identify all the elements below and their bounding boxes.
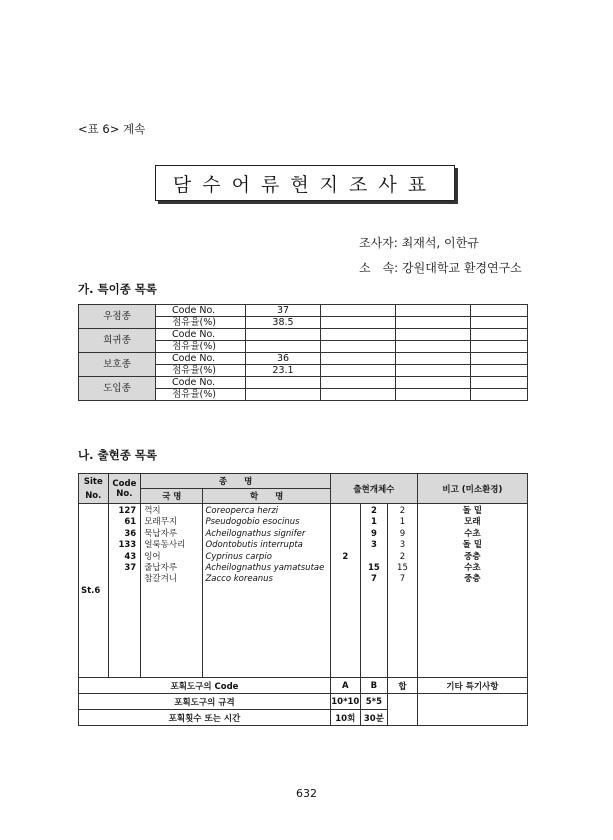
- species-sci-cell: Acheilognathus yamatsutae: [205, 562, 325, 573]
- species-b-cell: 15: [367, 562, 380, 573]
- species-code-cell: 37: [124, 562, 137, 573]
- gear-time-b: 30분: [360, 710, 388, 726]
- group-label: 보호종: [79, 353, 156, 377]
- code-label: Code No.: [156, 305, 246, 317]
- species-kname-cell: 줄납자루: [144, 562, 178, 573]
- gear-b: B: [360, 678, 388, 694]
- gear-spec-b: 5*5: [360, 694, 388, 710]
- occurrence-table: [78, 473, 528, 726]
- species-code-cell: 36: [124, 528, 137, 539]
- table-caption: <표 6> 계속: [78, 122, 146, 136]
- empty-cell: [396, 341, 471, 353]
- code-label: Code No.: [156, 353, 246, 365]
- empty-cell: [396, 365, 471, 377]
- group-label: 우점종: [79, 305, 156, 329]
- species-kname-cell: 묵납자루: [144, 528, 178, 539]
- species-code-cell: 43: [124, 551, 137, 562]
- empty-cell: [471, 353, 528, 365]
- code-value: 37: [246, 305, 321, 317]
- header-count: 출현개체수: [330, 474, 417, 504]
- empty-cell: [321, 365, 396, 377]
- gear-spec-label: 포획도구의 규격: [79, 694, 331, 710]
- species-kname-cell: 얼룩동사리: [144, 540, 186, 551]
- code-value: 36: [246, 353, 321, 365]
- ratio-label: 점유율(%): [156, 341, 246, 353]
- species-note-cell: 중층: [464, 574, 481, 585]
- species-b-cell: 1: [370, 517, 377, 528]
- special-species-table: [78, 304, 528, 401]
- species-a-cell: [331, 563, 360, 574]
- code-value: [246, 377, 321, 389]
- gear-code-label: 포획도구의 Code: [79, 678, 331, 694]
- header-site-no: Site No.: [79, 474, 109, 504]
- species-sci-cell: Odontobutis interrupta: [205, 540, 303, 551]
- species-kname-cell: 꺽지: [144, 506, 161, 516]
- species-a-cell: [331, 574, 360, 585]
- species-total-cell: 3: [399, 540, 406, 551]
- group-label: 도입종: [79, 377, 156, 401]
- page-title: 담수어류현지조사표: [155, 165, 455, 201]
- species-note-cell: 중층: [464, 551, 481, 562]
- empty-cell: [396, 389, 471, 401]
- empty-cell: [321, 305, 396, 317]
- species-code-cell: 133: [118, 540, 137, 551]
- ratio-value: [246, 341, 321, 353]
- empty-cell: [396, 377, 471, 389]
- gear-other-label: 기타 특기사항: [417, 678, 527, 694]
- species-b-cell: 9: [370, 528, 377, 539]
- species-b-cell: 2: [370, 506, 377, 516]
- species-note-cell: 모래: [464, 517, 481, 528]
- header-korean-name: 국 명: [141, 489, 203, 504]
- species-total-cell: 7: [399, 574, 406, 585]
- species-a-cell: [331, 529, 360, 540]
- empty-cell: [321, 353, 396, 365]
- empty-cell: [396, 353, 471, 365]
- ratio-value: [246, 389, 321, 401]
- species-sci-cell: Acheilognathus signifer: [205, 528, 306, 539]
- scientific-name-column: [203, 504, 331, 678]
- code-label: Code No.: [156, 377, 246, 389]
- note-column: [417, 504, 527, 678]
- empty-cell: [471, 365, 528, 377]
- species-total-cell: 2: [399, 551, 406, 562]
- korean-name-column: [141, 504, 203, 678]
- species-a-cell: 2: [342, 551, 349, 562]
- species-total-cell: 1: [399, 517, 406, 528]
- species-a-cell: [331, 517, 360, 528]
- gear-empty-sum: [388, 694, 418, 726]
- code-label: Code No.: [156, 329, 246, 341]
- ratio-value: 23.1: [246, 365, 321, 377]
- empty-cell: [321, 329, 396, 341]
- page-number: 632: [296, 787, 317, 800]
- species-sci-cell: Cyprinus carpio: [205, 551, 272, 562]
- species-total-cell: 15: [397, 562, 408, 573]
- empty-cell: [396, 329, 471, 341]
- species-kname-cell: 잉어: [144, 551, 161, 562]
- empty-cell: [471, 389, 528, 401]
- empty-cell: [321, 377, 396, 389]
- species-code-cell: 61: [124, 517, 137, 528]
- empty-cell: [471, 305, 528, 317]
- species-b-cell: [361, 552, 388, 563]
- species-sci-cell: Pseudogobio esocinus: [205, 517, 300, 528]
- empty-cell: [321, 317, 396, 329]
- empty-cell: [321, 341, 396, 353]
- gear-other-value: [417, 694, 527, 726]
- species-b-cell: 7: [370, 574, 377, 585]
- section-occurrence: 나. 출현종 목록: [78, 448, 158, 462]
- gear-time-label: 포획횟수 또는 시간: [79, 710, 331, 726]
- header-note: 비고 (미소환경): [417, 474, 527, 504]
- species-code-cell: [109, 574, 137, 585]
- gear-spec-a: 10*10: [330, 694, 360, 710]
- species-note-cell: 수초: [464, 562, 481, 573]
- header-species: 종 명: [141, 474, 331, 489]
- surveyors: 조사자: 최재석, 이한규: [359, 236, 479, 250]
- code-value: [246, 329, 321, 341]
- code-column: [108, 504, 141, 678]
- species-sci-cell: Zacco koreanus: [205, 574, 273, 585]
- species-note-cell: 돌 밑: [462, 540, 483, 551]
- ratio-label: 점유율(%): [156, 389, 246, 401]
- species-sci-cell: Coreoperca herzi: [205, 506, 279, 516]
- empty-cell: [471, 377, 528, 389]
- gear-a: A: [330, 678, 360, 694]
- species-note-cell: 돌 밑: [462, 506, 483, 516]
- species-code-cell: 127: [118, 506, 137, 516]
- species-a-cell: [331, 506, 360, 517]
- count-a-column: [330, 504, 360, 678]
- empty-cell: [321, 389, 396, 401]
- empty-cell: [471, 329, 528, 341]
- gear-sum: 합: [388, 678, 418, 694]
- empty-cell: [471, 317, 528, 329]
- site-number: St.6: [79, 504, 109, 678]
- species-b-cell: 3: [370, 540, 377, 551]
- ratio-value: 38.5: [246, 317, 321, 329]
- empty-cell: [396, 305, 471, 317]
- species-total-cell: 9: [399, 528, 406, 539]
- species-kname-cell: 참갈겨니: [144, 574, 178, 585]
- count-b-column: [360, 504, 388, 678]
- ratio-label: 점유율(%): [156, 317, 246, 329]
- count-total-column: [388, 504, 418, 678]
- gear-time-a: 10회: [330, 710, 360, 726]
- header-code-no: Code No.: [108, 474, 141, 504]
- header-scientific-name: 학 명: [203, 489, 331, 504]
- group-label: 희귀종: [79, 329, 156, 353]
- empty-cell: [471, 341, 528, 353]
- species-total-cell: 2: [399, 506, 406, 516]
- ratio-label: 점유율(%): [156, 365, 246, 377]
- section-special-species: 가. 특이종 목록: [78, 282, 158, 296]
- affiliation: 소 속: 강원대학교 환경연구소: [359, 261, 522, 275]
- species-note-cell: 수초: [464, 528, 481, 539]
- empty-cell: [396, 317, 471, 329]
- species-a-cell: [331, 540, 360, 551]
- species-kname-cell: 모래무지: [144, 517, 178, 528]
